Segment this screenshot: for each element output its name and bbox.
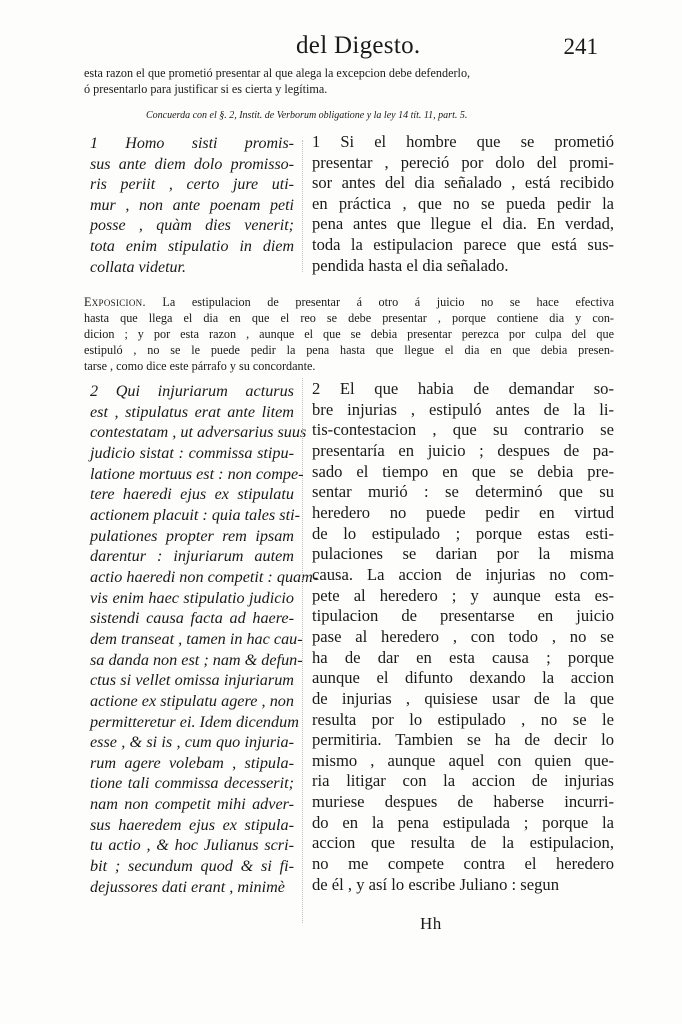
exposicion-line <box>84 294 614 310</box>
concordance-note: Concuerda con el §. 2, Instit. de Verborum obligatione y la ley 14 tít. 11, part. 5. <box>146 110 468 121</box>
latin-text-line: bit ; secundum quod & si fi- <box>90 857 294 876</box>
spanish-text-line: pete al heredero ; y aunque esta es- <box>312 585 614 605</box>
spanish-text-line: muriese despues de haberse incurri- <box>312 792 614 812</box>
section2-spanish-column <box>312 379 614 895</box>
spanish-text-line: ria litigar con la accion de injurias <box>312 771 614 791</box>
latin-text-line: 2 Qui injuriarum acturus <box>90 382 294 400</box>
latin-text-line: tere haeredi ejus ex stipulatu <box>90 485 294 504</box>
spanish-text-line: tis-contestacion , que su contrario se <box>312 420 614 440</box>
spanish-text-line: mismo , aunque aquel con quien que- <box>312 750 614 770</box>
latin-text-line: dem transeat , tamen in hac cau- <box>90 629 303 648</box>
exposicion-text: La estipulacion de presentar á otro á juicio no se hace efectiva <box>162 295 615 309</box>
section1-spanish-column <box>312 132 614 276</box>
latin-text-line: vis enim haec stipulatio judicio <box>90 588 294 607</box>
latin-text-line: rum agere volebam , stipula- <box>90 753 294 772</box>
latin-text-line: ctus si vellet omissa injuriarum <box>90 671 294 690</box>
spanish-text-line: presentaría en juicio ; despues de pa- <box>312 440 614 460</box>
spanish-text-line: permitiria. Tambien se ha de decir lo <box>312 730 614 750</box>
latin-text-line: collata videtur. <box>90 258 186 276</box>
spanish-text-line: de lo estipulado ; porque estas esti- <box>312 523 614 543</box>
latin-text-line: dejussores dati erant , minimè <box>90 877 285 896</box>
spanish-text-line: pulaciones se darian por la misma <box>312 544 614 564</box>
exposicion-line: estipuló , no se le puede pedir la pena hasta que llegue el dia en que debia presen- <box>84 343 614 357</box>
latin-text-line: ris periit , certo jure uti- <box>90 176 294 194</box>
spanish-text-line: pena antes que llegue el dia. En verdad, <box>312 214 614 234</box>
spanish-text-line: pendida hasta el dia señalado. <box>312 255 509 275</box>
spanish-text-line: sado el tiempo en que se debia pre- <box>312 461 614 481</box>
spanish-text-line: en práctica , que no se pueda pedir la <box>312 193 614 213</box>
latin-text-line: sus ante diem dolo promisso- <box>90 155 294 173</box>
spanish-text-line: heredero no puede pedir en virtud <box>312 502 614 522</box>
latin-text-line: esse , & si is , cum quo injuria- <box>90 733 294 752</box>
spanish-text-line: causa. La accion de injurias no com- <box>312 564 614 584</box>
spanish-text-line: ha de dar en esta causa ; porque <box>312 647 614 667</box>
spanish-text-line: no me compete contra el heredero <box>312 854 614 874</box>
intro-paragraph <box>84 65 614 97</box>
running-title: del Digesto. <box>296 32 421 59</box>
signature-mark: Hh <box>420 914 442 933</box>
latin-text-line: posse , quàm dies venerit; <box>90 217 294 235</box>
latin-text-line: tione tali commissa decesserit; <box>90 774 294 793</box>
section2-latin-column <box>90 381 319 897</box>
latin-text-line: sistendi causa facta ad haere- <box>90 609 294 628</box>
latin-text-line: mur , non ante poenam peti <box>90 196 294 214</box>
latin-text-line: actionem placuit : quia tales sti- <box>90 505 300 524</box>
exposicion-line: dicion ; y por esta razon , aunque el que se debia presentar perezca por culpa del que <box>84 327 614 341</box>
latin-text-line: darentur : injuriarum autem <box>90 547 294 566</box>
spanish-text-line: accion que resulta de la estipulacion, <box>312 833 614 853</box>
latin-text-line: est , stipulatus erat ante litem <box>90 402 294 421</box>
latin-text-line: tu actio , & hoc Julianus scri- <box>90 836 294 855</box>
spanish-text-line: sor antes del dia señalado , está recibido <box>312 173 614 193</box>
spanish-text-line: de injurias , quisiese usar de la que <box>312 688 614 708</box>
spanish-text-line: tipulacion de presentarse en juicio <box>312 606 614 626</box>
exposicion-line: tarse , como dice este párrafo y su concordante. <box>84 359 316 373</box>
latin-text-line: permitteretur ei. Idem dicendum <box>90 712 299 731</box>
exposicion-line: hasta que llega el dia en que el reo se debe presentar , porque contiene dia y con- <box>84 311 614 325</box>
spanish-text-line: bre injurias , estipuló antes de la li- <box>312 399 614 419</box>
spanish-text-line: presentar , pereció por dolo del promi- <box>312 152 614 172</box>
latin-text-line: actio haeredi non competit : quam- <box>90 567 319 586</box>
spanish-text-line: 1 Si el hombre que se prometió <box>312 132 614 151</box>
spanish-text-line: pase al heredero , con todo , no se <box>312 626 614 646</box>
spanish-text-line: de él , y así lo escribe Juliano : segun <box>312 874 560 894</box>
column-divider <box>302 378 303 923</box>
latin-text-line: latione mortuus est : non compe- <box>90 464 304 483</box>
latin-text-line: nam non competit mihi adver- <box>90 795 294 814</box>
spanish-text-line: aunque el difunto dexando la accion <box>312 668 614 688</box>
spanish-text-line: resulta por lo estipulado , no se le <box>312 709 614 729</box>
page-number: 241 <box>563 34 598 59</box>
exposicion-label: Exposicion. <box>84 295 146 309</box>
latin-text-line: contestatam , ut adversarius suus <box>90 423 307 442</box>
section1-latin-column <box>90 134 294 278</box>
latin-text-line: pulationes propter rem ipsam <box>90 526 294 545</box>
latin-text-line: judicio sistat : commissa stipu- <box>90 443 294 462</box>
latin-text-line: 1 Homo sisti promis- <box>90 135 294 152</box>
intro-line: ó presentarlo para justificar si es cierta y legítima. <box>84 82 328 96</box>
spanish-text-line: 2 El que habia de demandar so- <box>312 379 614 398</box>
latin-text-line: sus haeredem ejus ex stipula- <box>90 815 294 834</box>
latin-text-line: actione ex stipulatu agere , non <box>90 691 294 710</box>
spanish-text-line: do en la pena estipulada ; porque la <box>312 812 614 832</box>
column-divider <box>302 140 303 272</box>
spanish-text-line: sentar murió : se determinó que su <box>312 482 614 502</box>
latin-text-line: tota enim stipulatio in diem <box>90 237 294 255</box>
exposicion-paragraph <box>84 294 614 374</box>
latin-text-line: sa danda non est ; nam & defun- <box>90 650 303 669</box>
intro-line: esta razon el que prometió presentar al que alega la excepcion debe defenderlo, <box>84 66 471 80</box>
spanish-text-line: toda la estipulacion parece que está sus- <box>312 234 614 254</box>
